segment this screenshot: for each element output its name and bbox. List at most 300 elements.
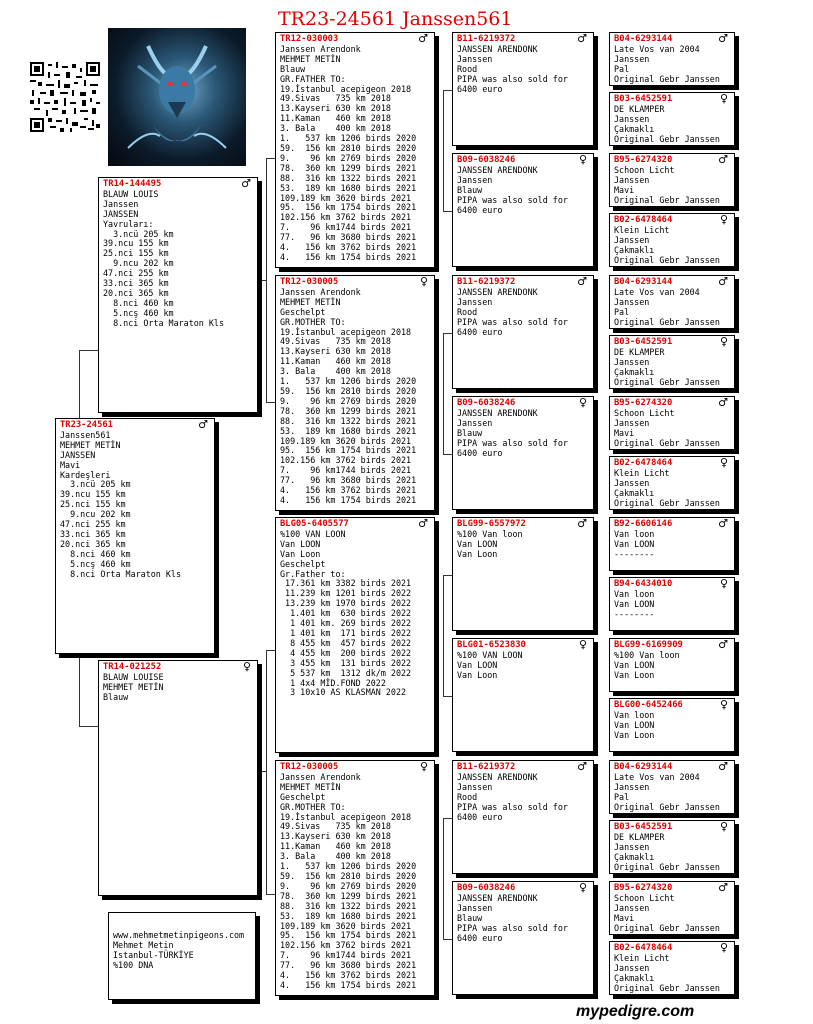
dam-card[interactable] xyxy=(98,660,258,896)
card-line: JANSSEN ARENDONK xyxy=(457,407,538,418)
ring-number: B09-6038246 xyxy=(457,398,516,408)
card-lines xyxy=(614,469,730,509)
card-lines xyxy=(457,288,589,338)
card-lines xyxy=(614,711,730,741)
card-line: 1 401 km 171 birds 2022 xyxy=(280,627,412,638)
card-line: Janssen xyxy=(614,781,650,792)
card-line: 17.361 km 3382 birds 2021 xyxy=(280,578,412,589)
qr-code-icon xyxy=(30,62,100,132)
female-icon: ♀ xyxy=(578,638,587,651)
card-line: Janssen xyxy=(614,53,650,64)
card-lines xyxy=(614,894,730,934)
card-line: Van Loon xyxy=(457,669,498,680)
card-line: %100 DNA xyxy=(113,959,154,970)
card-lines xyxy=(614,166,730,206)
card-line: 59. 156 km 2810 birds 2020 xyxy=(280,870,417,881)
connector-sire-line xyxy=(258,280,266,282)
col5-card[interactable] xyxy=(609,760,735,814)
card-line: MEHMET METİN xyxy=(60,439,121,450)
card-line: 33.nci 365 km xyxy=(103,278,169,289)
col5-card[interactable] xyxy=(609,153,735,207)
col5-card[interactable] xyxy=(609,698,735,752)
card-line: GR.MOTHER TO: xyxy=(280,316,346,327)
col5-card[interactable] xyxy=(609,820,735,874)
card-line: Janssen xyxy=(457,417,493,428)
card-line: Janssen xyxy=(614,356,650,367)
card-line: 4. 156 km 1754 birds 2021 xyxy=(280,251,417,262)
card-line: 11.239 km 1201 birds 2022 xyxy=(280,588,412,599)
card-line: 13.Kayseri 630 km 2018 xyxy=(280,831,391,842)
card-line: Late Vos van 2004 xyxy=(614,43,700,54)
card-line: GR.MOTHER TO: xyxy=(280,801,346,812)
female-icon: ♀ xyxy=(719,335,728,348)
ring-number: B92-6606146 xyxy=(614,519,673,529)
card-line: 88. 316 km 1322 birds 2021 xyxy=(280,415,417,426)
male-icon: ♂ xyxy=(241,177,251,190)
ring-number: TR12-030005 xyxy=(280,762,339,772)
card-line: Janssen xyxy=(457,174,493,185)
card-line: 1 401 km. 269 birds 2022 xyxy=(280,618,412,629)
male-icon: ♂ xyxy=(418,517,428,530)
card-line: 77. 96 km 3680 birds 2021 xyxy=(280,475,417,486)
card-line: Janssen561 xyxy=(60,429,111,440)
card-line: Van LOON xyxy=(614,659,655,670)
card-line: Çakmaklı xyxy=(614,487,655,498)
card-line: BLAUW LOUIS xyxy=(103,188,159,199)
ring-number: TR14-021252 xyxy=(103,662,162,672)
male-icon: ♂ xyxy=(718,396,728,409)
ring-number: B04-6293144 xyxy=(614,34,673,44)
ring-number: TR14-144495 xyxy=(103,179,162,189)
ring-number: B09-6038246 xyxy=(457,155,516,165)
card-lines xyxy=(614,590,730,620)
card-line: PIPA was also sold for xyxy=(457,922,568,933)
card-line: 4. 156 km 3762 birds 2021 xyxy=(280,485,417,496)
col5-card[interactable] xyxy=(609,638,735,692)
card-lines xyxy=(280,773,430,991)
col5-card[interactable] xyxy=(609,335,735,389)
card-line: 20.nci 365 km xyxy=(60,538,126,549)
male-icon: ♂ xyxy=(577,517,587,530)
male-icon: ♂ xyxy=(718,760,728,773)
card-line: 7. 96 km1744 birds 2021 xyxy=(280,950,412,961)
female-icon: ♀ xyxy=(419,760,428,773)
card-line: 53. 189 km 1680 birds 2021 xyxy=(280,182,417,193)
card-line: 4. 156 km 3762 birds 2021 xyxy=(280,242,417,253)
card-line: Çakmaklı xyxy=(614,244,655,255)
card-lines xyxy=(457,773,589,823)
brand-logo: mypedigre.com xyxy=(576,1003,695,1020)
card-line: -------- xyxy=(614,548,655,559)
card-line: Gr.Father to: xyxy=(280,568,346,579)
card-line: 1. 537 km 1206 birds 2020 xyxy=(280,133,417,144)
card-line: Klein Licht xyxy=(614,467,670,478)
card-line: JANSSEN ARENDONK xyxy=(457,892,538,903)
female-icon: ♀ xyxy=(719,698,728,711)
male-icon: ♂ xyxy=(577,32,587,45)
card-line: 13.Kayseri 630 km 2018 xyxy=(280,103,391,114)
col5-card[interactable] xyxy=(609,577,735,631)
card-line: JANSSEN ARENDONK xyxy=(457,286,538,297)
card-line: Original Gebr Janssen xyxy=(614,376,720,387)
card-line: Çakmaklı xyxy=(614,851,655,862)
male-icon: ♂ xyxy=(577,760,587,773)
card-line: 78. 360 km 1299 birds 2021 xyxy=(280,162,417,173)
sire-card[interactable] xyxy=(98,177,258,413)
card-line: 59. 156 km 2810 birds 2020 xyxy=(280,142,417,153)
card-line: Van LOON xyxy=(614,598,655,609)
ring-number: B11-6219372 xyxy=(457,277,516,287)
card-line: 8.nci 460 km xyxy=(103,297,174,308)
card-line: 77. 96 km 3680 birds 2021 xyxy=(280,960,417,971)
card-line: %100 VAN LOON xyxy=(280,528,346,539)
card-line: Janssen xyxy=(614,477,650,488)
card-line: 59. 156 km 2810 birds 2020 xyxy=(280,385,417,396)
col4-card[interactable] xyxy=(452,760,594,874)
card-line: Janssen xyxy=(103,198,139,209)
card-line: 102.156 km 3762 birds 2021 xyxy=(280,212,412,223)
page-title: TR23-24561 Janssen561 xyxy=(278,8,513,30)
card-line: 109.189 km 3620 birds 2021 xyxy=(280,192,412,203)
card-line: 78. 360 km 1299 birds 2021 xyxy=(280,405,417,416)
card-line: 33.nci 365 km xyxy=(60,528,126,539)
card-line: 4 455 km 200 birds 2022 xyxy=(280,647,412,658)
card-line: 49.Sivas 735 km 2018 xyxy=(280,93,391,104)
female-icon: ♀ xyxy=(578,396,587,409)
col5-card[interactable] xyxy=(609,213,735,267)
card-line: Janssen xyxy=(457,296,493,307)
card-line: 1.401 km 630 birds 2022 xyxy=(280,608,412,619)
ring-number: B03-6452591 xyxy=(614,822,673,832)
card-line: 78. 360 km 1299 birds 2021 xyxy=(280,890,417,901)
card-line: 11.Kaman 460 km 2018 xyxy=(280,113,391,124)
card-line: 9.ncu 202 km xyxy=(103,258,174,269)
card-line: 5 537 km 1312 dk/m 2022 xyxy=(280,667,412,678)
connector-dam-line xyxy=(258,771,266,773)
col5-card[interactable] xyxy=(609,275,735,329)
card-lines xyxy=(457,894,589,944)
card-line: DE KLAMPER xyxy=(614,103,665,114)
card-line: PIPA was also sold for xyxy=(457,437,568,448)
card-line: Mehmet Metin xyxy=(113,939,174,950)
male-icon: ♂ xyxy=(718,638,728,651)
card-line: JANSSEN xyxy=(103,208,139,219)
card-line: 25.nci 155 km xyxy=(103,248,169,259)
card-line: 11.Kaman 460 km 2018 xyxy=(280,356,391,367)
ring-number: B95-6274320 xyxy=(614,155,673,165)
card-line: Van LOON xyxy=(457,538,498,549)
card-line: Schoon Licht xyxy=(614,892,675,903)
card-line: -------- xyxy=(614,608,655,619)
card-line: 3 10x10 AS KLASMAN 2022 xyxy=(280,687,407,698)
card-line: Van loon xyxy=(614,528,655,539)
col4-card[interactable] xyxy=(452,32,594,146)
connector-col4-b xyxy=(443,333,452,455)
ring-number: BLG99-6557972 xyxy=(457,519,526,529)
male-icon: ♂ xyxy=(718,153,728,166)
card-lines xyxy=(614,105,730,145)
col3-card[interactable] xyxy=(275,275,435,511)
card-line: 8 455 km 457 birds 2022 xyxy=(280,637,412,648)
card-lines xyxy=(614,45,730,85)
female-icon: ♀ xyxy=(419,275,428,288)
card-line: 9. 96 km 2769 birds 2020 xyxy=(280,395,417,406)
card-line: 9. 96 km 2769 birds 2020 xyxy=(280,880,417,891)
card-line: PIPA was also sold for xyxy=(457,194,568,205)
col5-card[interactable] xyxy=(609,92,735,146)
card-line: Çakmaklı xyxy=(614,972,655,983)
col5-card[interactable] xyxy=(609,32,735,86)
card-line: Original Gebr Janssen xyxy=(614,497,720,508)
card-lines xyxy=(103,673,253,703)
card-lines xyxy=(457,530,589,560)
connector-col4-c xyxy=(443,575,452,697)
male-icon: ♂ xyxy=(718,275,728,288)
ring-number: B11-6219372 xyxy=(457,34,516,44)
col3-card[interactable] xyxy=(275,760,435,996)
card-line: Çakmaklı xyxy=(614,366,655,377)
female-icon: ♀ xyxy=(719,456,728,469)
card-lines xyxy=(614,288,730,328)
card-line: Janssen xyxy=(457,902,493,913)
card-line: 19.İstanbul acepigeon 2018 xyxy=(280,811,412,822)
col5-card[interactable] xyxy=(609,517,735,571)
card-line: 88. 316 km 1322 birds 2021 xyxy=(280,900,417,911)
card-line: 19.İstanbul acepigeon 2018 xyxy=(280,326,412,337)
card-line: Çakmaklı xyxy=(614,123,655,134)
ring-number: BLG05-6405577 xyxy=(280,519,349,529)
card-line: MEHMET METİN xyxy=(103,681,164,692)
card-line: Van LOON xyxy=(457,659,498,670)
female-icon: ♀ xyxy=(719,92,728,105)
card-lines xyxy=(457,651,589,681)
card-line: PIPA was also sold for xyxy=(457,801,568,812)
card-line: Janssen xyxy=(614,841,650,852)
card-line: Van Loon xyxy=(614,729,655,740)
male-icon: ♂ xyxy=(577,275,587,288)
card-line: 7. 96 km1744 birds 2021 xyxy=(280,222,412,233)
card-line: Original Gebr Janssen xyxy=(614,133,720,144)
card-line: Van Loon xyxy=(457,548,498,559)
card-line: Janssen xyxy=(614,234,650,245)
male-icon: ♂ xyxy=(718,881,728,894)
ring-number: B11-6219372 xyxy=(457,762,516,772)
ring-number: B02-6478464 xyxy=(614,215,673,225)
card-line: 77. 96 km 3680 birds 2021 xyxy=(280,232,417,243)
connector-col4-a xyxy=(443,90,452,212)
col5-card[interactable] xyxy=(609,456,735,510)
ring-number: B03-6452591 xyxy=(614,337,673,347)
card-lines xyxy=(103,190,253,329)
col4-card[interactable] xyxy=(452,517,594,631)
col4-card[interactable] xyxy=(452,396,594,510)
card-lines xyxy=(113,931,251,971)
card-line: Pal xyxy=(614,63,630,74)
card-line: Janssen xyxy=(614,174,650,185)
card-line: 3. Bala 400 km 2018 xyxy=(280,366,391,377)
card-line: Blauw xyxy=(103,691,129,702)
card-line: 3. Bala 400 km 2018 xyxy=(280,123,391,134)
card-line: Istanbul-TÜRKİYE xyxy=(113,949,194,960)
card-line: 102.156 km 3762 birds 2021 xyxy=(280,455,412,466)
card-line: 1 4x4 MİD.FOND 2022 xyxy=(280,677,386,688)
col3-card[interactable] xyxy=(275,517,435,753)
connector-col4-d xyxy=(443,818,452,940)
card-line: 6400 euro xyxy=(457,447,503,458)
card-line: Original Gebr Janssen xyxy=(614,861,720,872)
card-line: 47.nci 255 km xyxy=(60,519,126,530)
card-line: %100 VAN LOON xyxy=(457,649,523,660)
card-lines xyxy=(614,348,730,388)
card-line: Van Loon xyxy=(614,669,655,680)
male-icon: ♂ xyxy=(418,32,428,45)
card-lines xyxy=(614,833,730,873)
card-line: DE KLAMPER xyxy=(614,831,665,842)
card-line: Schoon Licht xyxy=(614,407,675,418)
card-line: 13.Kayseri 630 km 2018 xyxy=(280,346,391,357)
card-line: Klein Licht xyxy=(614,224,670,235)
card-line: PIPA was also sold for xyxy=(457,316,568,327)
card-line: www.mehmetmetinpigeons.com xyxy=(113,930,245,940)
col4-card[interactable] xyxy=(452,153,594,267)
card-line: 47.nci 255 km xyxy=(103,268,169,279)
male-icon: ♂ xyxy=(198,418,208,431)
card-line: Van loon xyxy=(614,588,655,599)
card-line: Blauw xyxy=(457,427,483,438)
col5-card[interactable] xyxy=(609,941,735,995)
card-line: 9. 96 km 2769 birds 2020 xyxy=(280,152,417,163)
female-icon: ♀ xyxy=(719,577,728,590)
card-line: Original Gebr Janssen xyxy=(614,316,720,327)
card-line: Janssen xyxy=(614,113,650,124)
card-line: Janssen xyxy=(457,53,493,64)
card-line: Janssen Arendonk xyxy=(280,43,361,54)
card-line: GR.FATHER TO: xyxy=(280,73,346,84)
col5-card[interactable] xyxy=(609,396,735,450)
ring-number: B03-6452591 xyxy=(614,94,673,104)
card-line: 53. 189 km 1680 birds 2021 xyxy=(280,910,417,921)
card-line: 4. 156 km 3762 birds 2021 xyxy=(280,970,417,981)
card-line: Mavi xyxy=(60,459,81,470)
card-line: 53. 189 km 1680 birds 2021 xyxy=(280,425,417,436)
subject-card[interactable] xyxy=(55,418,215,654)
card-line: 39.ncu 155 km xyxy=(103,238,169,249)
card-lines xyxy=(60,431,210,580)
card-line: BLAUW LOUISE xyxy=(103,671,164,682)
card-line: Rood xyxy=(457,63,478,74)
card-lines xyxy=(280,288,430,506)
ring-number: TR23-24561 xyxy=(60,420,113,430)
card-line: JANSSEN xyxy=(60,449,96,460)
col3-card[interactable] xyxy=(275,32,435,268)
ring-number: BLG01-6523830 xyxy=(457,640,526,650)
card-line: Schoon Licht xyxy=(614,164,675,175)
card-line: 3.ncü 205 km xyxy=(103,228,174,239)
card-line: 19.İstanbul acepigeon 2018 xyxy=(280,83,412,94)
card-line: Blauw xyxy=(280,63,306,74)
card-lines xyxy=(614,954,730,994)
card-lines xyxy=(457,45,589,95)
ring-number: B94-6434010 xyxy=(614,579,673,589)
card-line: DE KLAMPER xyxy=(614,346,665,357)
card-line: Pal xyxy=(614,791,630,802)
card-lines xyxy=(457,409,589,459)
card-line: 8.nci Orta Maraton Kls xyxy=(60,568,182,579)
card-lines xyxy=(280,530,430,698)
ring-number: BLG99-6169909 xyxy=(614,640,683,650)
card-line: MEHMET METİN xyxy=(280,781,341,792)
card-line: 6400 euro xyxy=(457,811,503,822)
card-line: Late Vos van 2004 xyxy=(614,771,700,782)
card-line: 39.ncu 155 km xyxy=(60,489,126,500)
card-line: 6400 euro xyxy=(457,326,503,337)
card-line: Janssen xyxy=(457,781,493,792)
card-line: 4. 156 km 1754 birds 2021 xyxy=(280,494,417,505)
card-line: 6400 euro xyxy=(457,204,503,215)
card-line: Janssen xyxy=(614,296,650,307)
ring-number: B04-6293144 xyxy=(614,762,673,772)
card-line: 3 455 km 131 birds 2022 xyxy=(280,657,412,668)
ring-number: B95-6274320 xyxy=(614,883,673,893)
notes-card xyxy=(108,912,256,1000)
card-line: Blauw xyxy=(457,184,483,195)
col4-card[interactable] xyxy=(452,275,594,389)
ring-number: B09-6038246 xyxy=(457,883,516,893)
card-line: Rood xyxy=(457,791,478,802)
ring-number: TR12-030003 xyxy=(280,34,339,44)
col5-card[interactable] xyxy=(609,881,735,935)
male-icon: ♂ xyxy=(718,32,728,45)
card-line: Geschelpt xyxy=(280,558,326,569)
card-line: Original Gebr Janssen xyxy=(614,437,720,448)
card-line: 6400 euro xyxy=(457,932,503,943)
card-line: Original Gebr Janssen xyxy=(614,801,720,812)
card-line: Original Gebr Janssen xyxy=(614,254,720,265)
card-line: JANSSEN ARENDONK xyxy=(457,771,538,782)
card-line: Janssen xyxy=(614,417,650,428)
card-line: Pal xyxy=(614,306,630,317)
card-line: Rood xyxy=(457,306,478,317)
ring-number: BLG00-6452466 xyxy=(614,700,683,710)
card-line: 11.Kaman 460 km 2018 xyxy=(280,841,391,852)
col4-card[interactable] xyxy=(452,638,594,752)
card-line: 7. 96 km1744 birds 2021 xyxy=(280,465,412,476)
card-line: %100 Van loon xyxy=(457,528,523,539)
card-line: 5.ncş 460 km xyxy=(103,307,174,318)
card-line: 1. 537 km 1206 birds 2020 xyxy=(280,376,417,387)
card-line: Mavi xyxy=(614,427,635,438)
card-line: Mavi xyxy=(614,184,635,195)
card-line: 6400 euro xyxy=(457,83,503,94)
card-line: Janssen Arendonk xyxy=(280,771,361,782)
card-line: Original Gebr Janssen xyxy=(614,73,720,84)
ring-number: B04-6293144 xyxy=(614,277,673,287)
card-line: MEHMET METİN xyxy=(280,53,341,64)
col4-card[interactable] xyxy=(452,881,594,995)
card-lines xyxy=(614,651,730,681)
male-icon: ♂ xyxy=(718,517,728,530)
card-lines xyxy=(614,409,730,449)
ring-number: B02-6478464 xyxy=(614,458,673,468)
ring-number: TR12-030005 xyxy=(280,277,339,287)
card-line: Late Vos van 2004 xyxy=(614,286,700,297)
card-line: 9.ncu 202 km xyxy=(60,509,131,520)
card-line: %100 Van loon xyxy=(614,649,680,660)
card-line: Van LOON xyxy=(614,538,655,549)
card-line: 20.nci 365 km xyxy=(103,287,169,298)
card-line: 13.239 km 1970 birds 2022 xyxy=(280,598,412,609)
card-line: Klein Licht xyxy=(614,952,670,963)
